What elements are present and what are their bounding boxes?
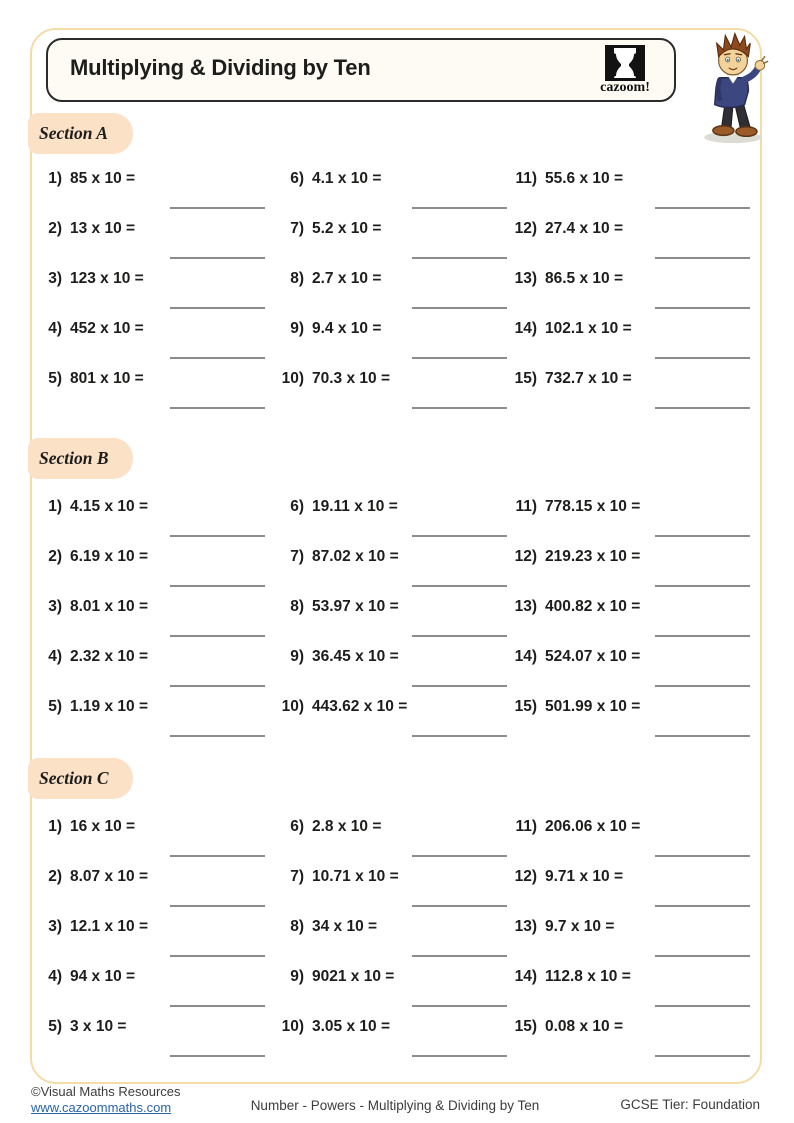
problem-item [505,865,760,915]
problem-number: 12) [514,868,537,885]
problem-item [30,595,272,645]
problem-item [505,915,760,965]
cazoom-logo-text: cazoom! [600,80,650,95]
problem-expression: 6.19 x 10 = [70,548,148,565]
problem-item [272,965,505,1015]
answer-line [655,685,750,687]
answer-line [412,905,507,907]
footer-credit [31,1084,181,1117]
problem-expression: 9.4 x 10 = [312,320,382,337]
problem-item [505,645,760,695]
problem-number: 14) [514,648,537,665]
answer-line [170,357,265,359]
answer-line [412,1005,507,1007]
problem-item [505,267,760,317]
answer-line [412,955,507,957]
problem-expression: 70.3 x 10 = [312,370,390,387]
answer-line [412,307,507,309]
problem-number: 9) [290,320,304,337]
answer-line [412,207,507,209]
problem-expression: 86.5 x 10 = [545,270,623,287]
section-b-problems [30,495,760,745]
problem-expression: 501.99 x 10 = [545,698,641,715]
problem-number: 12) [514,220,537,237]
problem-number: 11) [515,170,537,187]
problem-item [30,1015,272,1065]
answer-line [170,1005,265,1007]
answer-line [412,257,507,259]
problem-expression: 3 x 10 = [70,1018,127,1035]
problem-number: 15) [514,698,537,715]
problem-item [272,495,505,545]
problem-item [272,317,505,367]
answer-line [170,307,265,309]
copyright-text: ©Visual Maths Resources [31,1084,181,1099]
problem-item [505,695,760,745]
answer-line [412,535,507,537]
problem-number: 1) [48,170,62,187]
problem-number: 4) [48,320,62,337]
problem-expression: 34 x 10 = [312,918,378,935]
problem-number: 6) [290,498,304,515]
goblet-icon [612,48,638,78]
problem-item [272,167,505,217]
title-box [46,38,676,102]
cazoom-logo-icon [605,45,645,81]
problem-number: 11) [515,498,537,515]
answer-line [412,735,507,737]
problem-number: 7) [290,548,304,565]
answer-line [655,635,750,637]
answer-line [412,585,507,587]
problem-item [505,595,760,645]
problem-item [30,915,272,965]
answer-line [412,1055,507,1057]
problem-number: 15) [514,370,537,387]
problem-number: 13) [514,918,537,935]
problem-number: 13) [514,598,537,615]
problem-number: 5) [48,698,62,715]
problem-item [505,965,760,1015]
problem-expression: 206.06 x 10 = [545,818,641,835]
answer-line [412,685,507,687]
problem-item [30,695,272,745]
problem-number: 8) [290,598,304,615]
answer-line [655,1005,750,1007]
problem-expression: 16 x 10 = [70,818,136,835]
answer-line [655,207,750,209]
answer-line [655,585,750,587]
problem-number: 7) [290,220,304,237]
answer-line [170,407,265,409]
problem-item [30,317,272,367]
answer-line [655,257,750,259]
problem-number: 13) [514,270,537,287]
problem-expression: 112.8 x 10 = [545,968,631,985]
problem-expression: 4.1 x 10 = [312,170,382,187]
problem-expression: 801 x 10 = [70,370,144,387]
problem-number: 6) [290,170,304,187]
problem-number: 3) [48,598,62,615]
problem-number: 12) [514,548,537,565]
problem-number: 14) [514,968,537,985]
problem-expression: 5.2 x 10 = [312,220,382,237]
answer-line [412,407,507,409]
answer-line [170,905,265,907]
answer-line [170,585,265,587]
problem-number: 7) [290,868,304,885]
problem-number: 1) [48,498,62,515]
section-c-problems [30,815,760,1065]
problem-expression: 27.4 x 10 = [545,220,623,237]
problem-item [505,1015,760,1065]
website-link[interactable]: www.cazoommaths.com [31,1100,172,1116]
problem-number: 1) [48,818,62,835]
answer-line [655,735,750,737]
problem-number: 9) [290,648,304,665]
problem-item [272,595,505,645]
problem-number: 2) [48,220,62,237]
problem-number: 4) [48,968,62,985]
problem-expression: 13 x 10 = [70,220,136,237]
section-a-problems [30,167,760,417]
problem-item [30,815,272,865]
problem-expression: 8.01 x 10 = [70,598,148,615]
answer-line [170,735,265,737]
problem-item [30,645,272,695]
answer-line [170,685,265,687]
problem-expression: 219.23 x 10 = [545,548,641,565]
problem-expression: 36.45 x 10 = [312,648,399,665]
problem-number: 10) [281,1018,304,1035]
problem-number: 9) [290,968,304,985]
answer-line [655,357,750,359]
problem-expression: 0.08 x 10 = [545,1018,623,1035]
answer-line [655,307,750,309]
problem-expression: 9021 x 10 = [312,968,395,985]
page-title: Multiplying & Dividing by Ten [70,55,371,80]
problem-number: 3) [48,270,62,287]
mascot-illustration [683,24,783,144]
problem-number: 14) [514,320,537,337]
problem-expression: 123 x 10 = [70,270,144,287]
problem-number: 5) [48,1018,62,1035]
problem-number: 11) [515,818,537,835]
problem-expression: 94 x 10 = [70,968,136,985]
problem-item [505,367,760,417]
problem-item [272,1015,505,1065]
problem-expression: 12.1 x 10 = [70,918,148,935]
problem-expression: 3.05 x 10 = [312,1018,390,1035]
answer-line [412,357,507,359]
problem-expression: 452 x 10 = [70,320,144,337]
answer-line [170,257,265,259]
answer-line [170,207,265,209]
problem-number: 3) [48,918,62,935]
answer-line [655,407,750,409]
problem-expression: 443.62 x 10 = [312,698,408,715]
problem-expression: 732.7 x 10 = [545,370,632,387]
problem-number: 10) [281,370,304,387]
problem-item [30,217,272,267]
problem-item [272,915,505,965]
problem-expression: 8.07 x 10 = [70,868,148,885]
answer-line [655,905,750,907]
answer-line [170,635,265,637]
problem-expression: 19.11 x 10 = [312,498,398,515]
problem-number: 2) [48,868,62,885]
problem-expression: 4.15 x 10 = [70,498,148,515]
answer-line [170,1055,265,1057]
problem-number: 10) [281,698,304,715]
problem-expression: 2.8 x 10 = [312,818,382,835]
problem-item [30,495,272,545]
problem-expression: 53.97 x 10 = [312,598,399,615]
answer-line [412,855,507,857]
problem-expression: 524.07 x 10 = [545,648,641,665]
problem-item [272,645,505,695]
problem-item [272,695,505,745]
problem-number: 8) [290,918,304,935]
problem-item [30,865,272,915]
section-b-label: Section B [28,438,133,479]
footer-topic: Number - Powers - Multiplying & Dividing by Ten [250,1098,540,1113]
problem-number: 6) [290,818,304,835]
problem-expression: 2.7 x 10 = [312,270,382,287]
problem-number: 4) [48,648,62,665]
problem-item [272,545,505,595]
problem-expression: 9.71 x 10 = [545,868,623,885]
problem-expression: 87.02 x 10 = [312,548,399,565]
footer-tier: GCSE Tier: Foundation [620,1097,760,1112]
problem-item [505,495,760,545]
problem-number: 15) [514,1018,537,1035]
answer-line [170,855,265,857]
answer-line [655,1055,750,1057]
problem-item [272,367,505,417]
section-a-label: Section A [28,113,133,154]
problem-number: 5) [48,370,62,387]
problem-item [505,217,760,267]
answer-line [170,535,265,537]
problem-expression: 85 x 10 = [70,170,136,187]
answer-line [655,855,750,857]
problem-expression: 778.15 x 10 = [545,498,641,515]
problem-expression: 2.32 x 10 = [70,648,148,665]
answer-line [655,535,750,537]
problem-item [30,545,272,595]
problem-item [505,167,760,217]
problem-expression: 102.1 x 10 = [545,320,632,337]
answer-line [412,635,507,637]
problem-expression: 55.6 x 10 = [545,170,623,187]
problem-item [505,815,760,865]
problem-item [505,545,760,595]
section-c-label: Section C [28,758,133,799]
problem-item [272,865,505,915]
problem-item [30,167,272,217]
problem-expression: 9.7 x 10 = [545,918,615,935]
problem-number: 2) [48,548,62,565]
problem-item [30,367,272,417]
problem-item [505,317,760,367]
problem-expression: 400.82 x 10 = [545,598,641,615]
problem-item [30,267,272,317]
answer-line [655,955,750,957]
problem-expression: 10.71 x 10 = [312,868,399,885]
problem-expression: 1.19 x 10 = [70,698,148,715]
problem-item [272,217,505,267]
answer-line [170,955,265,957]
cazoom-logo [588,43,662,96]
problem-item [30,965,272,1015]
problem-item [272,267,505,317]
problem-number: 8) [290,270,304,287]
problem-item [272,815,505,865]
